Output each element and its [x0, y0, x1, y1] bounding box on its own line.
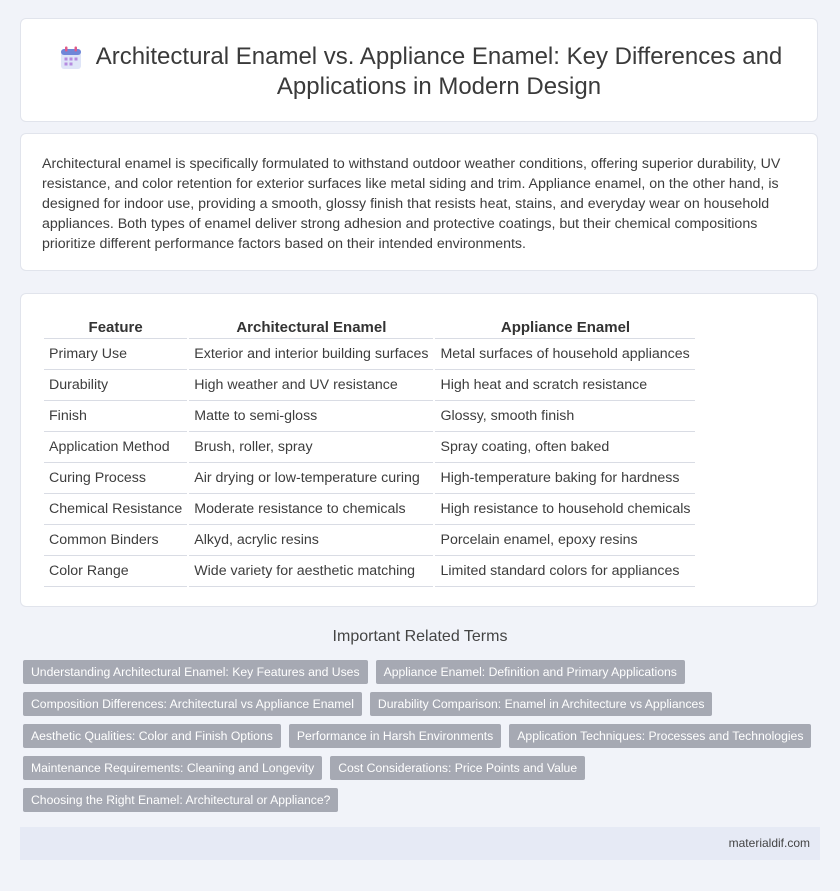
related-term-link[interactable]: Maintenance Requirements: Cleaning and Longevity: [23, 756, 322, 780]
table-cell: High weather and UV resistance: [189, 370, 433, 401]
related-term-link[interactable]: Application Techniques: Processes and Technologies: [509, 724, 811, 748]
table-cell: Primary Use: [44, 339, 187, 370]
table-cell: Exterior and interior building surfaces: [189, 339, 433, 370]
footer-site-link[interactable]: materialdif.com: [728, 836, 810, 850]
related-term-link[interactable]: Appliance Enamel: Definition and Primary Applications: [376, 660, 685, 684]
header-card: [20, 18, 818, 122]
table-header-row: [44, 314, 695, 339]
table-row: [44, 525, 695, 556]
related-term-link[interactable]: Composition Differences: Architectural vs Appliance Enamel: [23, 692, 362, 716]
column-header-feature: Feature: [44, 314, 187, 339]
table-cell: High-temperature baking for hardness: [435, 463, 695, 494]
table-cell: Glossy, smooth finish: [435, 401, 695, 432]
comparison-table: [42, 314, 697, 587]
related-term-link[interactable]: Choosing the Right Enamel: Architectural or Appliance?: [23, 788, 338, 812]
table-cell: Metal surfaces of household appliances: [435, 339, 695, 370]
table-cell: Moderate resistance to chemicals: [189, 494, 433, 525]
related-term-link[interactable]: Performance in Harsh Environments: [289, 724, 501, 748]
page-title: Architectural Enamel vs. Appliance Enamel: Key Differences and Applications in Modern Design: [95, 43, 783, 100]
table-cell: Application Method: [44, 432, 187, 463]
table-cell: Chemical Resistance: [44, 494, 187, 525]
table-cell: Durability: [44, 370, 187, 401]
table-row: [44, 401, 695, 432]
table-cell: Finish: [44, 401, 187, 432]
table-cell: High resistance to household chemicals: [435, 494, 695, 525]
related-term-link[interactable]: Aesthetic Qualities: Color and Finish Options: [23, 724, 281, 748]
table-cell: Spray coating, often baked: [435, 432, 695, 463]
table-row: [44, 339, 695, 370]
table-cell: High heat and scratch resistance: [435, 370, 695, 401]
table-cell: Brush, roller, spray: [189, 432, 433, 463]
comparison-table-card: [20, 293, 818, 607]
table-cell: Common Binders: [44, 525, 187, 556]
calendar-icon: [60, 46, 82, 70]
table-cell: Wide variety for aesthetic matching: [189, 556, 433, 587]
related-terms-list: [23, 660, 813, 812]
table-cell: Matte to semi-gloss: [189, 401, 433, 432]
related-term-link[interactable]: Understanding Architectural Enamel: Key Features and Uses: [23, 660, 368, 684]
intro-text: Architectural enamel is specifically formulated to withstand outdoor weather conditions, offering superior durability, UV resistance, and color retention for exterior surfaces like metal siding and trim. Appliance enamel, on the other hand, is designed for indoor use, providing a smooth, glossy finish that resists heat, stains, and everyday wear on household appliances. Both types of enamel deliver strong adhesion and protective coatings, but their chemical compositions prioritize different performance factors based on their intended environments.: [42, 156, 781, 252]
table-row: [44, 556, 695, 587]
table-row: [44, 494, 695, 525]
related-term-link[interactable]: Durability Comparison: Enamel in Architecture vs Appliances: [370, 692, 713, 716]
footer: [20, 827, 820, 860]
intro-card: [20, 133, 818, 271]
table-row: [44, 432, 695, 463]
column-header-architectural: Architectural Enamel: [189, 314, 433, 339]
related-term-link[interactable]: Cost Considerations: Price Points and Value: [330, 756, 585, 780]
table-cell: Curing Process: [44, 463, 187, 494]
table-cell: Alkyd, acrylic resins: [189, 525, 433, 556]
table-row: [44, 370, 695, 401]
column-header-appliance: Appliance Enamel: [435, 314, 695, 339]
table-cell: Air drying or low-temperature curing: [189, 463, 433, 494]
table-cell: Porcelain enamel, epoxy resins: [435, 525, 695, 556]
table-cell: Limited standard colors for appliances: [435, 556, 695, 587]
related-terms-title: Important Related Terms: [332, 628, 508, 645]
table-cell: Color Range: [44, 556, 187, 587]
table-row: [44, 463, 695, 494]
